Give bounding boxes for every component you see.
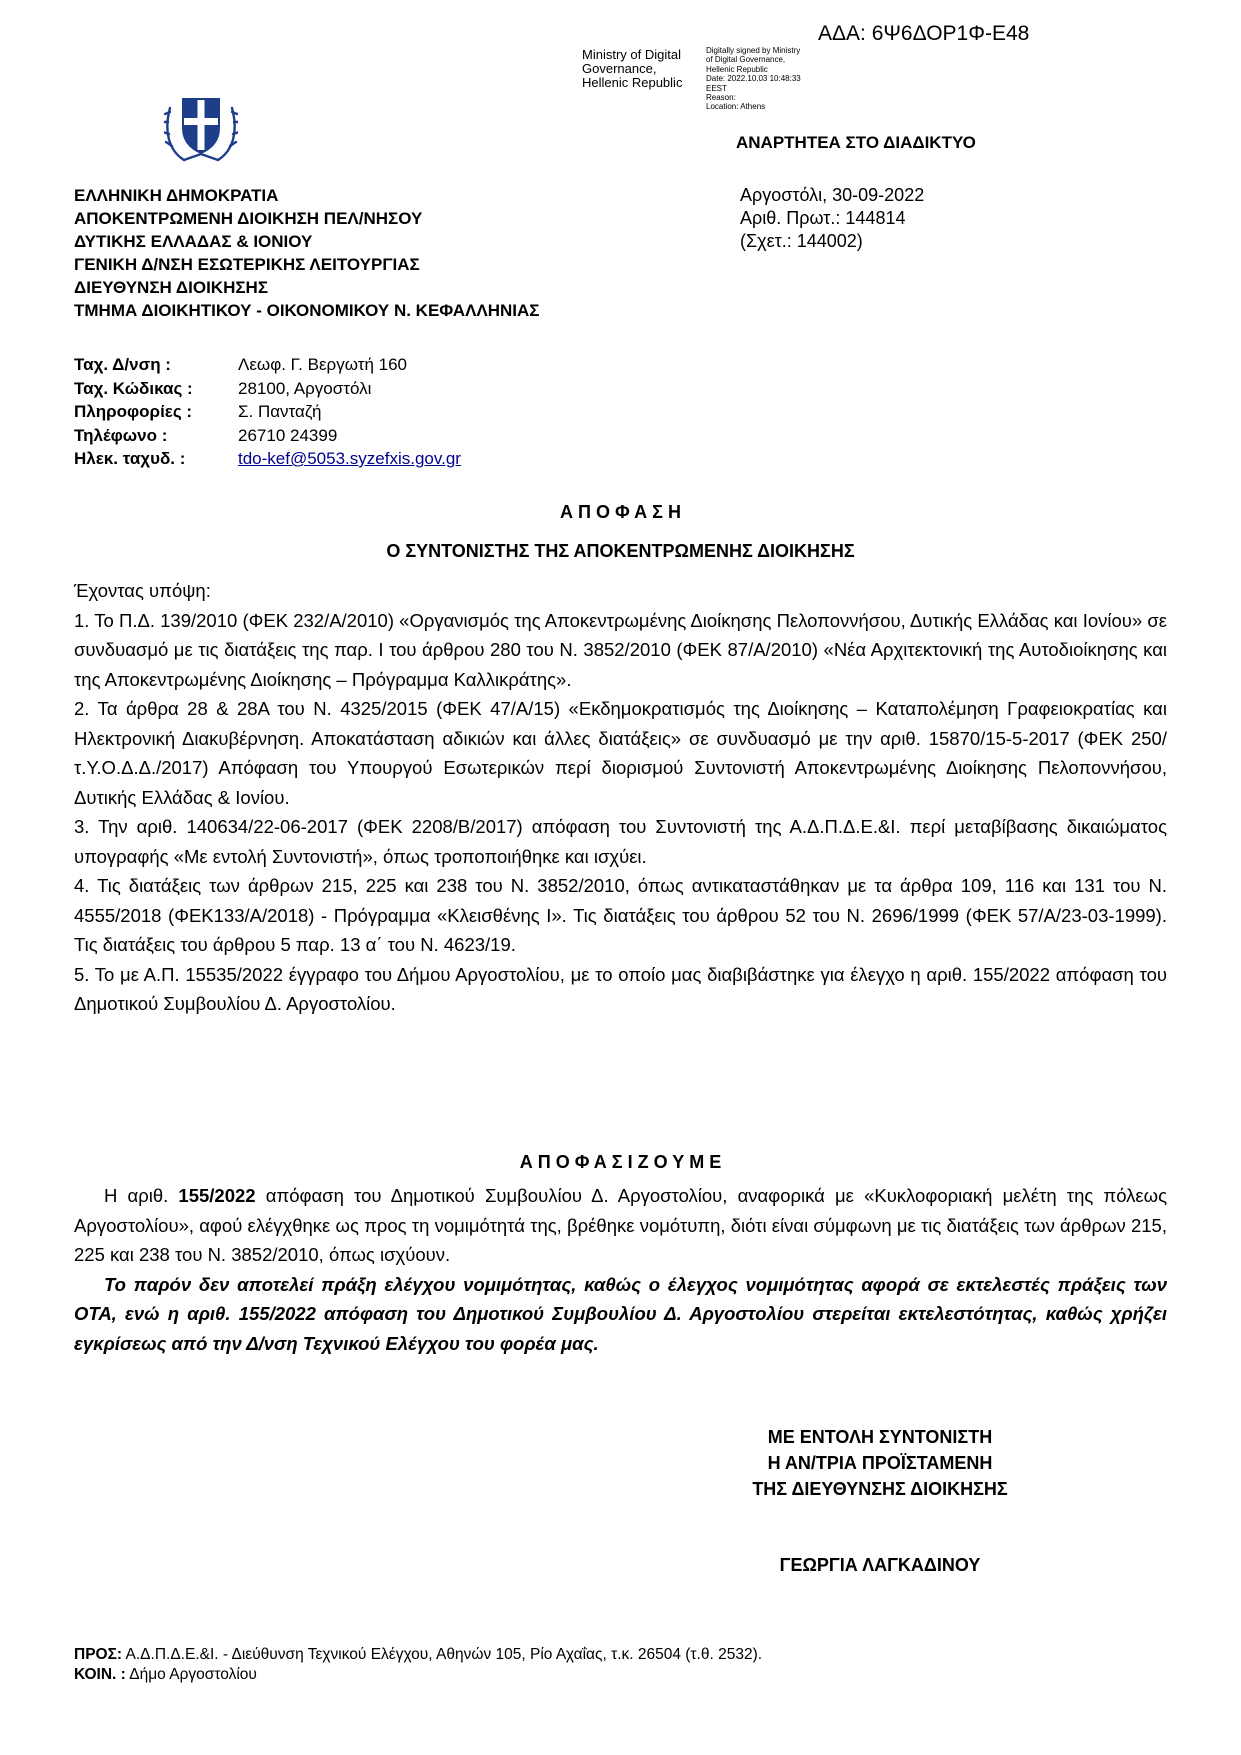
contact-info [74, 353, 461, 471]
consideration-item: 5. Το με Α.Π. 15535/2022 έγγραφο του Δήμου Αργοστολίου, με το οποίο μας διαβιβάστηκε για έλεγχο η αριθ. 155/2022 απόφαση του Δημοτικού Συμβουλίου Δ. Αργοστολίου. [74, 963, 1167, 1014]
consideration-item: 2. Τα άρθρα 28 & 28Α του Ν. 4325/2015 (ΦΕΚ 47/Α/15) «Εκδημοκρατισμός της Διοίκησης – Καταπολέμηση Γραφειοκρατίας και Ηλεκτρονική Διακυβέρνηση. Αποκατάσταση αδικιών και άλλες διατάξεις» σε συνδυασμό με την αριθ. 15870/15-5-2017 (ΦΕΚ 250/τ.Υ.Ο.Δ.Δ./2017) Απόφαση του Υπουργού Εσωτερικών περί διορισμού Συντονιστή Αποκεντρωμένης Διοίκησης Πελοποννήσου, Δυτικής Ελλάδας & Ιονίου. [74, 698, 1167, 808]
to-label: ΠΡΟΣ: [74, 1646, 123, 1663]
signature-detail-line: Digitally signed by Ministry [706, 46, 801, 55]
contact-row [74, 424, 461, 448]
contact-value: Σ. Πανταζή [238, 402, 322, 421]
legal-note: Το παρόν δεν αποτελεί πράξη ελέγχου νομιμότητας, καθώς ο έλεγχος νομιμότητας αφορά σε εκτελεστές πράξεις των ΟΤΑ, ενώ η αριθ. 155/2022 απόφαση του Δημοτικού Συμβουλίου Δ. Αργοστολίου στερείται εκτελεστότητας, καθώς χρήζει εγκρίσεως από την Δ/νση Τεχνικού Ελέγχου του φορέα μας. [74, 1273, 1167, 1354]
signature-org-line: Hellenic Republic [582, 75, 683, 90]
greek-coat-of-arms-icon [164, 84, 238, 166]
signature-organization [582, 48, 682, 90]
signatory-line: Η ΑΝ/ΤΡΙΑ ΠΡΟΪΣΤΑΜΕΝΗ [767, 1453, 993, 1473]
decision-number: 155/2022 [178, 1185, 256, 1206]
contact-row [74, 447, 461, 471]
contact-key: Τηλέφωνο : [74, 425, 168, 445]
cc-line [74, 1665, 762, 1685]
signature-details [706, 46, 801, 112]
signer-name: ΓΕΩΡΓΙΑ ΛΑΓΚΑΔΙΝΟΥ [779, 1555, 981, 1575]
contact-key: Ταχ. Κώδικας : [74, 378, 193, 398]
considerations [74, 576, 1167, 1019]
decision-body [74, 1181, 1167, 1358]
authority-line: ΔΥΤΙΚΗΣ ΕΛΛΑΔΑΣ & ΙΟΝΙΟΥ [74, 232, 313, 251]
authority-line: ΤΜΗΜΑ ΔΙΟΙΚΗΤΙΚΟΥ - ΟΙΚΟΝΟΜΙΚΟΥ Ν. ΚΕΦΑΛΛΗΝΙΑΣ [74, 301, 540, 320]
decision-text: απόφαση του Δημοτικού Συμβουλίου Δ. Αργοστολίου, αναφορικά με «Κυκλοφοριακή μελέτη της πόλεως Αργοστολίου», αφού ελέγχθηκε ως προς τη νομιμότητά της, βρέθηκε νομότυπη, διότι είναι σύμφωνη με τις διατάξεις των άρθρων 215, 225 και 238 του Ν. 3852/2010, όπως ισχύουν. [74, 1185, 1167, 1265]
contact-value: 26710 24399 [238, 425, 338, 445]
authority-line: ΔΙΕΥΘΥΝΣΗ ΔΙΟΙΚΗΣΗΣ [74, 278, 269, 297]
consideration-item: 1. Το Π.Δ. 139/2010 (ΦΕΚ 232/Α/2010) «Οργανισμός της Αποκεντρωμένης Διοίκησης Πελοποννήσου, Δυτικής Ελλάδας και Ιονίου» σε συνδυασμό με τις διατάξεις της παρ. Ι του άρθρου 280 του Ν. 3852/2010 (ΦΕΚ 87/Α/2010) «Νέα Αρχιτεκτονική της Αυτοδιοίκησης και της Αποκεντρωμένης Διοίκησης – Πρόγραμμα Καλλικράτης». [74, 609, 1167, 690]
cc-value: Δήμο Αργοστολίου [125, 1666, 257, 1683]
decision-title: Α Π Ο Φ Α Σ Η [560, 502, 681, 522]
contact-row [74, 377, 461, 401]
signature-detail-line: EEST [706, 83, 727, 93]
related-number: (Σχετ.: 144002) [740, 231, 863, 251]
contact-key: Πληροφορίες : [74, 402, 193, 421]
we-decide-title: Α Π Ο Φ Α Σ Ι Ζ Ο Υ Μ Ε [519, 1152, 722, 1172]
date-line: Αργοστόλι, 30-09-2022 [740, 185, 925, 205]
post-online-notice: ΑΝΑΡΤΗΤΕΑ ΣΤΟ ΔΙΑΔΙΚΤΥΟ [736, 133, 976, 152]
considering-heading: Έχοντας υπόψη: [74, 580, 211, 601]
signature-detail-line: Reason: [706, 93, 736, 103]
signatory-line: ΜΕ ΕΝΤΟΛΗ ΣΥΝΤΟΝΙΣΤΗ [767, 1427, 993, 1447]
ada-code: ΑΔΑ: 6Ψ6ΔΟΡ1Φ-Ε48 [818, 22, 1030, 45]
signatory-line: ΤΗΣ ΔΙΕΥΘΥΝΣΗΣ ΔΙΟΙΚΗΣΗΣ [752, 1479, 1008, 1499]
signatory-block [700, 1424, 1060, 1502]
cc-label: ΚΟΙΝ. : [74, 1666, 126, 1683]
contact-row [74, 400, 461, 424]
authority-line: ΕΛΛΗΝΙΚΗ ΔΗΜΟΚΡΑΤΙΑ [74, 186, 279, 205]
recipients [74, 1645, 762, 1685]
authority-line: ΓΕΝΙΚΗ Δ/ΝΣΗ ΕΣΩΤΕΡΙΚΗΣ ΛΕΙΤΟΥΡΓΙΑΣ [74, 255, 420, 274]
signature-detail-line: Date: 2022.10.03 10:48:33 [706, 74, 801, 84]
signature-org-line: Governance, [582, 61, 657, 76]
decision-paragraph [74, 1181, 1167, 1270]
signature-org-line: Ministry of Digital [582, 47, 681, 62]
signature-detail-line: of Digital Governance, [706, 55, 786, 65]
contact-value: Λεωφ. Γ. Βεργωτή 160 [238, 355, 407, 374]
to-line [74, 1645, 762, 1665]
contact-key: Ηλεκ. ταχυδ. : [74, 449, 186, 468]
protocol-number: Αριθ. Πρωτ.: 144814 [740, 208, 906, 228]
decision-text: Η αριθ. [104, 1185, 179, 1206]
contact-key: Ταχ. Δ/νση : [74, 355, 171, 374]
consideration-item: 4. Τις διατάξεις των άρθρων 215, 225 και 238 του Ν. 3852/2010, όπως αντικαταστάθηκαν με τα άρθρα 109, 116 και 131 του Ν. 4555/2018 (ΦΕΚ133/Α/2018) - Πρόγραμμα «Κλεισθένης Ι». Τις διατάξεις του άρθρου 52 του Ν. 2696/1999 (ΦΕΚ 57/Α/23-03-1999). Τις διατάξεις του άρθρου 5 παρ. 13 α΄ του Ν. 4623/19. [74, 875, 1167, 955]
contact-row [74, 353, 461, 377]
contact-value: 28100, Αργοστόλι [238, 378, 372, 398]
coordinator-title: Ο ΣΥΝΤΟΝΙΣΤΗΣ ΤΗΣ ΑΠΟΚΕΝΤΡΩΜΕΝΗΣ ΔΙΟΙΚΗΣΗΣ [386, 541, 855, 561]
date-and-protocol [740, 184, 924, 253]
email-link[interactable]: tdo-kef@5053.syzefxis.gov.gr [238, 449, 461, 468]
signature-detail-line: Location: Athens [706, 102, 766, 112]
signature-detail-line: Hellenic Republic [706, 64, 768, 74]
to-value: Α.Δ.Π.Δ.Ε.&Ι. - Διεύθυνση Τεχνικού Ελέγχου, Αθηνών 105, Ρίο Αχαΐας, τ.κ. 26504 (τ.θ. 2532). [122, 1646, 763, 1663]
authority-line: ΑΠΟΚΕΝΤΡΩΜΕΝΗ ΔΙΟΙΚΗΣΗ ΠΕΛ/ΝΗΣΟΥ [74, 209, 423, 228]
issuing-authority [74, 184, 540, 322]
consideration-item: 3. Την αριθ. 140634/22-06-2017 (ΦΕΚ 2208/Β/2017) απόφαση του Συντονιστή της Α.Δ.Π.Δ.Ε.&Ι. περί μεταβίβασης δικαιώματος υπογραφής «Με εντολή Συντονιστή», όπως τροποποιήθηκε και ισχύει. [74, 816, 1167, 867]
